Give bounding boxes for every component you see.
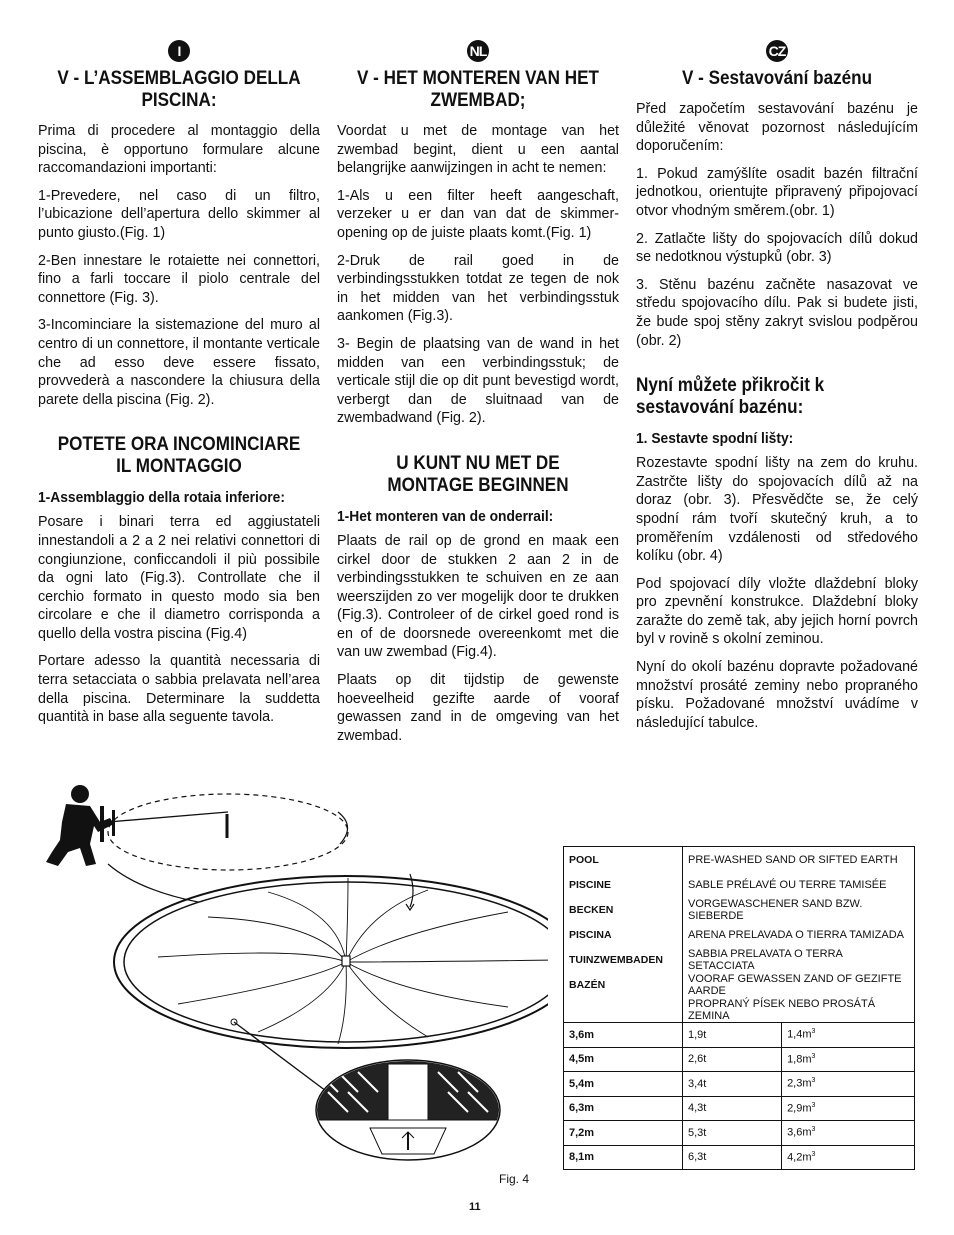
- rail-inner-ring: [124, 882, 548, 1042]
- pool-size-cell: 3,6m: [564, 1023, 683, 1048]
- step-subtitle-cz: 1. Sestavte spodní lišty:: [636, 430, 794, 448]
- table-row: [564, 1072, 915, 1097]
- language-value: VOORAF GEWASSEN ZAND OF GEZIFTE AARDE: [683, 972, 915, 997]
- table-row: [564, 1145, 915, 1170]
- table-row: [564, 972, 915, 997]
- step-paragraph-it: Posare i binari terra ed aggiustateli innestandoli a 2 a 2 nei relativi connettori di congiunzione, conficcandoli il più possibile da ogni lato (Fig.3). Controllate che il cerchio formato in questo modo sia ben circolare e che il diametro corrisponda a quello della vostra piscina (Fig.4): [38, 514, 320, 642]
- ring-spokes: [158, 878, 548, 1044]
- sand-paragraph-nl: Plaats op dit tijdstip de gewenste hoeveelheid gezifte aarde of vooraf gewassen zand in de omgeving van het zwembad.: [337, 672, 619, 744]
- language-label: BAZÉN: [564, 972, 683, 997]
- table-row: [564, 897, 915, 922]
- table-row: [564, 847, 915, 873]
- table-row: [564, 947, 915, 972]
- instruction-2-cz: 2. Zatlačte lišty do spojovacích dílů dokud se nedotknou výstupků (obr. 3): [636, 230, 918, 266]
- instruction-1-nl: 1-Als u een filter heeft aangeschaft, verzeker u er dan van dat de skimmer-opening op de juiste plaats komt.(Fig. 1): [337, 187, 619, 241]
- intro-paragraph-cz: Před započetím sestavování bazénu je důležité věnovat pozornost následujícím doporučením:: [636, 101, 918, 155]
- figure-caption: Fig. 4: [499, 1172, 530, 1186]
- tons-cell: 1,9t: [683, 1023, 782, 1048]
- language-value: PRE-WASHED SAND OR SIFTED EARTH: [683, 847, 915, 873]
- rail-outer-ring: [114, 876, 548, 1048]
- language-label: [564, 997, 683, 1023]
- instruction-2-it: 2-Ben innestare le rotaiette nei connettori, fino a farli toccare il piolo centrale del connettore (Fig. 3).: [38, 252, 320, 306]
- step-subtitle-nl: 1-Het monteren van de onderrail:: [337, 507, 554, 525]
- language-badge-cz: CZ: [766, 40, 788, 62]
- connector-detail-icon: [316, 1060, 500, 1160]
- start-assembly-heading-nl: U KUNT NU MET DE MONTAGE BEGINNEN: [387, 452, 569, 496]
- instruction-2-nl: 2-Druk de rail goed in de verbindingsstukken totdat ze tegen de nok in het midden van het verbindingsstuk aankomen (Fig.3).: [337, 252, 619, 325]
- kneeling-person-icon: [46, 785, 115, 866]
- instruction-1-it: 1-Prevedere, nel caso di un filtro, l’ubicazione dell’apertura dello skimmer al punto giusto.(Fig. 1): [38, 187, 320, 241]
- step-paragraph-cz: Rozestavte spodní lišty na zem do kruhu. Zastrčte lišty do spojovacích dílů až na doraz (obr. 3). Přesvědčte se, že celý spodní rám tvoří skutečný kruh, a to proměřením vzdálenosti od středového kolíku (obr. 4): [636, 455, 918, 565]
- instruction-1-cz: 1. Pokud zamýšlíte osadit bazén filtrační jednotkou, orientujte připravený připojovací otvor vhodným směrem.(obr. 1): [636, 165, 918, 219]
- table-row: [564, 922, 915, 947]
- center-stake-icon: [342, 956, 350, 966]
- language-label: TUINZWEMBADEN: [564, 947, 683, 972]
- table-row: [564, 1047, 915, 1072]
- language-value: ARENA PRELAVADA O TIERRA TAMIZADA: [683, 922, 915, 947]
- tons-cell: 4,3t: [683, 1096, 782, 1121]
- table-row: [564, 872, 915, 897]
- language-value: PROPRANÝ PÍSEK NEBO PROSÁTÁ ZEMINA: [683, 997, 915, 1023]
- blocks-paragraph-cz: Pod spojovací díly vložte dlaždební bloky pro zpevnění konstrukce. Dlaždební bloky zaražte do země tak, aby jejich horní povrch byl v rovině s okolní zeminou.: [636, 575, 918, 648]
- language-label: POOL: [564, 847, 683, 873]
- column-dutch: [337, 40, 619, 754]
- volume-cell: $1,4m^3$: [782, 1023, 915, 1048]
- pool-size-cell: 7,2m: [564, 1121, 683, 1146]
- table-row: [564, 1023, 915, 1048]
- instruction-3-nl: 3- Begin de plaatsing van de wand in het midden van een verbindingsstuk; de verticale stijl die op dit punt bevestigd wordt, verbergt dan de sluitnaad van de zwembadwand (Fig. 2).: [337, 335, 619, 427]
- intro-paragraph-it: Prima di procedere al montaggio della piscina, è opportuno formulare alcune raccomandazioni importanti:: [38, 123, 320, 177]
- pool-size-cell: 4,5m: [564, 1047, 683, 1072]
- intro-paragraph-nl: Voordat u met de montage van het zwembad begint, dient u een aantal belangrijke aanwijzingen in acht te nemen:: [337, 123, 619, 177]
- pool-size-cell: 5,4m: [564, 1072, 683, 1097]
- volume-cell: $3,6m^3$: [782, 1121, 915, 1146]
- section-heading-it: V - L’ASSEMBLAGGIO DELLA PISCINA:: [57, 68, 301, 111]
- language-label: PISCINA: [564, 922, 683, 947]
- tons-cell: 3,4t: [683, 1072, 782, 1097]
- sand-quantity-table: [563, 846, 915, 1170]
- pool-size-cell: 8,1m: [564, 1145, 683, 1170]
- page-number: 11: [469, 1201, 481, 1213]
- instruction-3-cz: 3. Stěnu bazénu začněte nasazovat ve středu spojovacího dílu. Pak si budete jisti, že bude spoj stěny zakryt svislou podpěrou (obr. 2): [636, 276, 918, 349]
- section-heading-nl: V - HET MONTEREN VAN HET ZWEMBAD;: [357, 68, 599, 111]
- tons-cell: 2,6t: [683, 1047, 782, 1072]
- start-assembly-heading-cz: Nyní můžete přikročit k sestavování bazénu:: [636, 375, 825, 419]
- column-czech: [636, 40, 918, 741]
- volume-cell: $4,2m^3$: [782, 1145, 915, 1170]
- step-subtitle-it: 1-Assemblaggio della rotaia inferiore:: [38, 489, 285, 507]
- language-label: PISCINE: [564, 872, 683, 897]
- language-value: SABLE PRÉLAVÉ OU TERRE TAMISÉE: [683, 872, 915, 897]
- pool-size-cell: 6,3m: [564, 1096, 683, 1121]
- table-row: [564, 997, 915, 1023]
- instruction-3-it: 3-Incominciare la sistemazione del muro al centro di un connettore, il montante verticale che ad esso deve essere fissato, provvederà a nascondere la chiusura della parete della piscina (Fig. 2).: [38, 317, 320, 408]
- sand-paragraph-it: Portare adesso la quantità necessaria di terra setacciata o sabbia prelavata nell’area della piscina. Determinare la suddetta quantità in base alla seguente tavola.: [38, 653, 320, 726]
- language-label: BECKEN: [564, 897, 683, 922]
- table-row: [564, 1096, 915, 1121]
- volume-cell: $1,8m^3$: [782, 1047, 915, 1072]
- step-paragraph-nl: Plaats de rail op de grond en maak een cirkel door de stukken 2 aan 2 in de verbindingsstukken te schuiven en ze aan weerszijden zo ver mogelijk door te drukken (Fig.3). Controleer of de cirkel goed rond is en of de doorsnede overeenkomt met die van uw zwembad (Fig.4).: [337, 532, 619, 661]
- tons-cell: 5,3t: [683, 1121, 782, 1146]
- volume-cell: $2,3m^3$: [782, 1072, 915, 1097]
- section-heading-cz: V - Sestavování bazénu: [681, 68, 873, 89]
- language-value: VORGEWASCHENER SAND BZW. SIEBERDE: [683, 897, 915, 922]
- volume-cell: $2,9m^3$: [782, 1096, 915, 1121]
- tons-cell: 6,3t: [683, 1145, 782, 1170]
- language-value: SABBIA PRELAVATA O TERRA SETACCIATA: [683, 947, 915, 972]
- table-row: [564, 1121, 915, 1146]
- pool-rail-illustration: [38, 782, 548, 1172]
- language-badge-it: I: [168, 40, 190, 62]
- start-assembly-heading-it: POTETE ORA INCOMINCIARE IL MONTAGGIO: [57, 434, 301, 478]
- language-badge-nl: NL: [467, 40, 489, 62]
- column-italian: [38, 40, 320, 736]
- sand-paragraph-cz: Nyní do okolí bazénu dopravte požadované množství prosáté zeminy nebo propraného písku. Požadované množství uvádíme v následující tabulce.: [636, 659, 918, 731]
